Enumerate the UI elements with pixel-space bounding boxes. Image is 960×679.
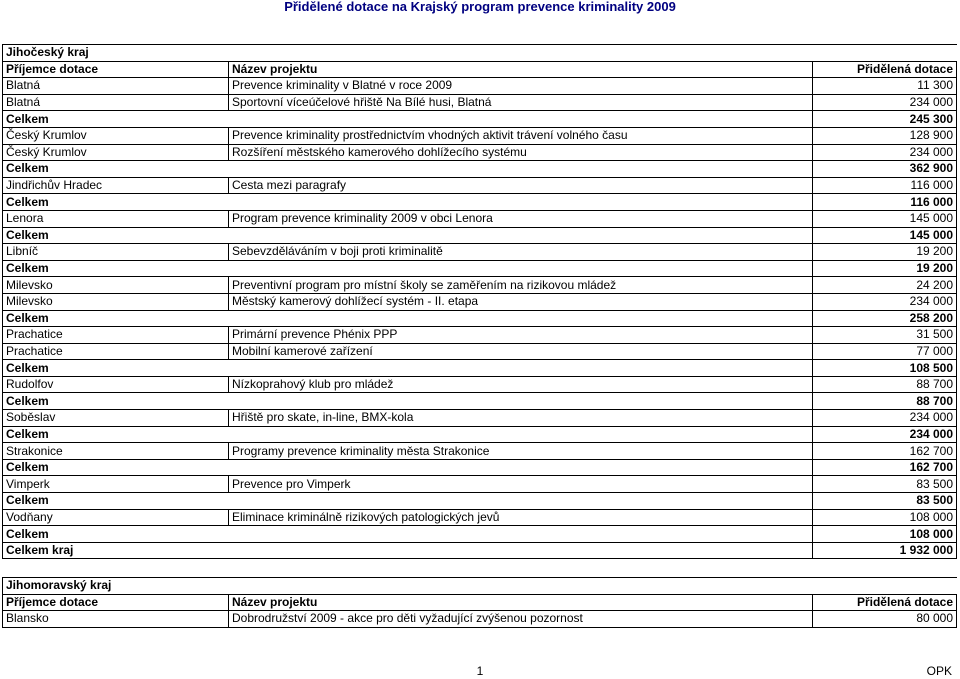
table-row: [3, 293, 957, 310]
amount-cell: 80 000: [813, 611, 957, 628]
project-cell: [229, 393, 813, 410]
recipient-cell: Celkem: [3, 260, 229, 277]
project-cell: Prevence kriminality prostřednictvím vhodných aktivit trávení volného času: [229, 127, 813, 144]
project-cell: Cesta mezi paragrafy: [229, 177, 813, 194]
amount-cell: 128 900: [813, 127, 957, 144]
project-cell: Nízkoprahový klub pro mládež: [229, 376, 813, 393]
recipient-cell: Český Krumlov: [3, 127, 229, 144]
total-row: [3, 493, 957, 510]
project-cell: Mobilní kamerové zařízení: [229, 343, 813, 360]
table-row: [3, 376, 957, 393]
table-row: [3, 244, 957, 261]
recipient-cell: Jindřichův Hradec: [3, 177, 229, 194]
amount-cell: 19 200: [813, 260, 957, 277]
recipient-cell: Milevsko: [3, 293, 229, 310]
recipient-cell: Celkem: [3, 459, 229, 476]
recipient-cell: Český Krumlov: [3, 144, 229, 161]
page-number: 1: [476, 664, 484, 678]
project-cell: Sportovní víceúčelové hřiště Na Bílé husi, Blatná: [229, 94, 813, 111]
total-row: [3, 310, 957, 327]
total-row: [3, 227, 957, 244]
header-recipient: Příjemce dotace: [3, 594, 229, 611]
amount-cell: 234 000: [813, 293, 957, 310]
project-cell: [229, 526, 813, 543]
recipient-cell: Rudolfov: [3, 376, 229, 393]
header-project: Název projektu: [229, 594, 813, 611]
recipient-cell: Vimperk: [3, 476, 229, 493]
recipient-cell: Libníč: [3, 244, 229, 261]
recipient-cell: Celkem: [3, 360, 229, 377]
table-row: [3, 327, 957, 344]
header-recipient: Příjemce dotace: [3, 61, 229, 78]
recipient-cell: Celkem: [3, 526, 229, 543]
project-cell: [229, 542, 813, 559]
project-cell: Primární prevence Phénix PPP: [229, 327, 813, 344]
table-row: [3, 611, 957, 628]
project-cell: Dobrodružství 2009 - akce pro děti vyžadující zvýšenou pozornost: [229, 611, 813, 628]
amount-cell: 83 500: [813, 493, 957, 510]
table-row: [3, 78, 957, 95]
amount-cell: 11 300: [813, 78, 957, 95]
header-amount: Přidělená dotace: [813, 594, 957, 611]
total-row: [3, 111, 957, 128]
project-cell: Hřiště pro skate, in-line, BMX-kola: [229, 410, 813, 427]
total-row: [3, 161, 957, 178]
project-cell: Rozšíření městského kamerového dohlížecího systému: [229, 144, 813, 161]
header-row: [3, 61, 957, 78]
recipient-cell: Blatná: [3, 78, 229, 95]
recipient-cell: Blatná: [3, 94, 229, 111]
project-cell: [229, 426, 813, 443]
region-name: Jihočeský kraj: [3, 45, 957, 62]
header-project: Název projektu: [229, 61, 813, 78]
amount-cell: 88 700: [813, 376, 957, 393]
total-row: [3, 459, 957, 476]
total-row: [3, 426, 957, 443]
recipient-cell: Celkem: [3, 227, 229, 244]
footer-code: OPK: [926, 664, 952, 678]
total-row: [3, 526, 957, 543]
amount-cell: 108 000: [813, 509, 957, 526]
project-cell: Programy prevence kriminality města Strakonice: [229, 443, 813, 460]
recipient-cell: Celkem kraj: [3, 542, 229, 559]
region-name: Jihomoravský kraj: [3, 578, 957, 595]
table-row: [3, 210, 957, 227]
amount-cell: 19 200: [813, 244, 957, 261]
project-cell: Preventivní program pro místní školy se zaměřením na rizikovou mládež: [229, 277, 813, 294]
amount-cell: 162 700: [813, 443, 957, 460]
amount-cell: 116 000: [813, 177, 957, 194]
project-cell: [229, 260, 813, 277]
recipient-cell: Soběslav: [3, 410, 229, 427]
amount-cell: 362 900: [813, 161, 957, 178]
project-cell: Eliminace kriminálně rizikových patologických jevů: [229, 509, 813, 526]
amount-cell: 234 000: [813, 426, 957, 443]
recipient-cell: Prachatice: [3, 343, 229, 360]
project-cell: [229, 111, 813, 128]
project-cell: [229, 310, 813, 327]
project-cell: Městský kamerový dohlížecí systém - II. etapa: [229, 293, 813, 310]
region-row: [3, 45, 957, 62]
amount-cell: 24 200: [813, 277, 957, 294]
project-cell: Prevence kriminality v Blatné v roce 2009: [229, 78, 813, 95]
project-cell: [229, 194, 813, 211]
project-cell: [229, 227, 813, 244]
recipient-cell: Vodňany: [3, 509, 229, 526]
table-row: [3, 144, 957, 161]
total-row: [3, 260, 957, 277]
amount-cell: 145 000: [813, 227, 957, 244]
table-row: [3, 94, 957, 111]
project-cell: Sebevzděláváním v boji proti kriminalitě: [229, 244, 813, 261]
table-row: [3, 509, 957, 526]
table-row: [3, 343, 957, 360]
project-cell: [229, 360, 813, 377]
recipient-cell: Prachatice: [3, 327, 229, 344]
total-row: [3, 194, 957, 211]
amount-cell: 234 000: [813, 144, 957, 161]
total-row: [3, 542, 957, 559]
grants-table-jihomoravsky: [2, 577, 957, 628]
grants-table-jihocesky: [2, 44, 957, 559]
amount-cell: 234 000: [813, 94, 957, 111]
header-row: [3, 594, 957, 611]
table-row: [3, 177, 957, 194]
amount-cell: 83 500: [813, 476, 957, 493]
table-row: [3, 443, 957, 460]
header-amount: Přidělená dotace: [813, 61, 957, 78]
table-row: [3, 476, 957, 493]
recipient-cell: Celkem: [3, 393, 229, 410]
region-row: [3, 578, 957, 595]
amount-cell: 88 700: [813, 393, 957, 410]
recipient-cell: Celkem: [3, 310, 229, 327]
amount-cell: 1 932 000: [813, 542, 957, 559]
recipient-cell: Celkem: [3, 111, 229, 128]
recipient-cell: Lenora: [3, 210, 229, 227]
amount-cell: 145 000: [813, 210, 957, 227]
recipient-cell: Strakonice: [3, 443, 229, 460]
project-cell: [229, 161, 813, 178]
table-row: [3, 127, 957, 144]
amount-cell: 108 500: [813, 360, 957, 377]
amount-cell: 234 000: [813, 410, 957, 427]
amount-cell: 116 000: [813, 194, 957, 211]
amount-cell: 245 300: [813, 111, 957, 128]
total-row: [3, 360, 957, 377]
document-title: Přidělené dotace na Krajský program prevence kriminality 2009: [284, 0, 676, 14]
recipient-cell: Milevsko: [3, 277, 229, 294]
project-cell: Program prevence kriminality 2009 v obci Lenora: [229, 210, 813, 227]
amount-cell: 77 000: [813, 343, 957, 360]
amount-cell: 31 500: [813, 327, 957, 344]
amount-cell: 258 200: [813, 310, 957, 327]
recipient-cell: Celkem: [3, 426, 229, 443]
recipient-cell: Blansko: [3, 611, 229, 628]
recipient-cell: Celkem: [3, 161, 229, 178]
table-row: [3, 410, 957, 427]
total-row: [3, 393, 957, 410]
amount-cell: 162 700: [813, 459, 957, 476]
project-cell: [229, 459, 813, 476]
project-cell: [229, 493, 813, 510]
amount-cell: 108 000: [813, 526, 957, 543]
project-cell: Prevence pro Vimperk: [229, 476, 813, 493]
recipient-cell: Celkem: [3, 493, 229, 510]
recipient-cell: Celkem: [3, 194, 229, 211]
table-row: [3, 277, 957, 294]
